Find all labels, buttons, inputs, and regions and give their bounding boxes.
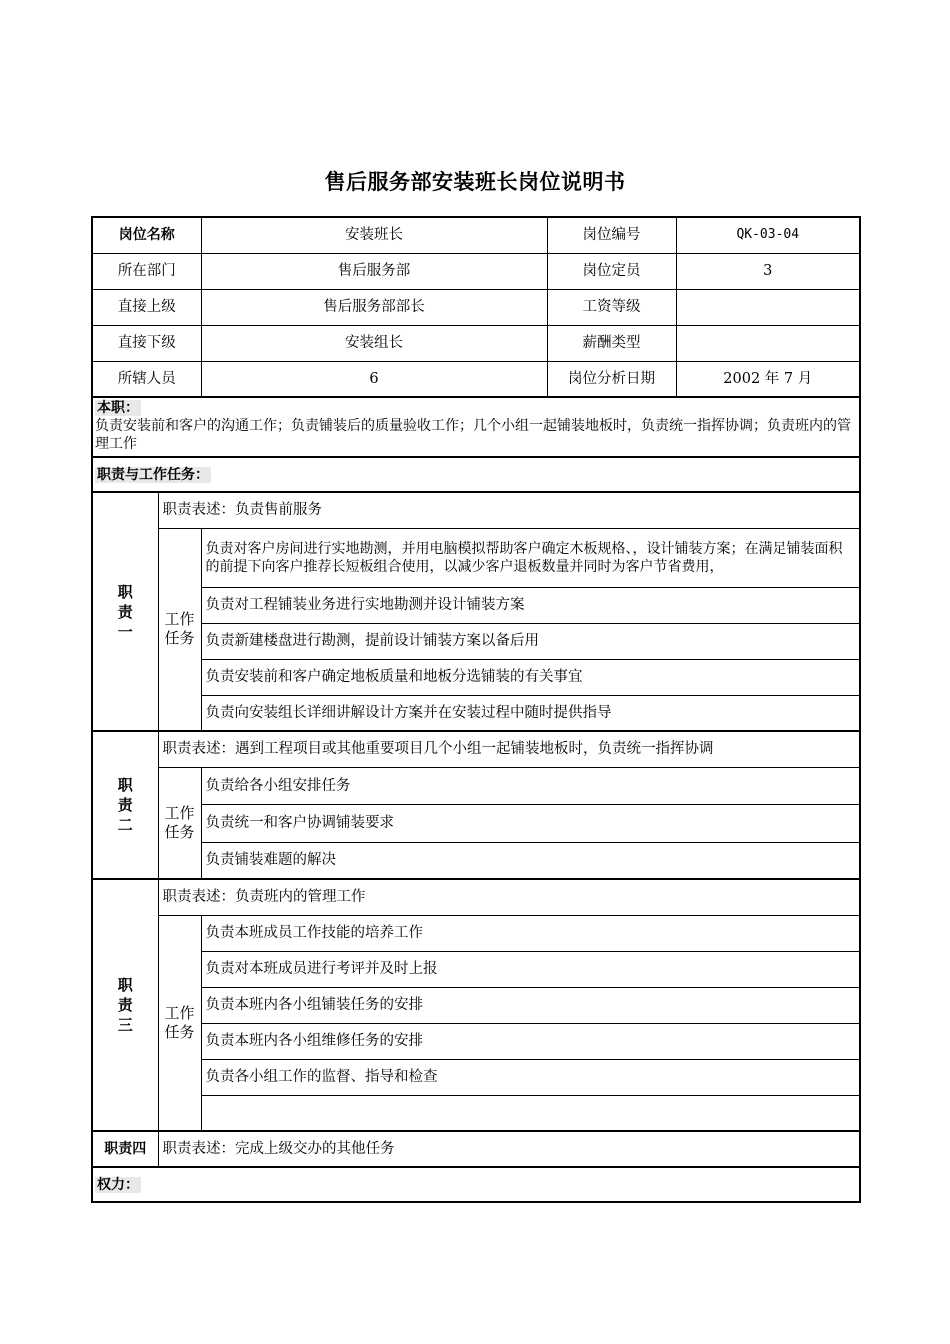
task-row [92, 1059, 860, 1095]
page-title: 售后服务部安装班长岗位说明书 [324, 170, 626, 194]
duty-3-task-label: 工作任务 [158, 915, 201, 1131]
task-row [92, 528, 860, 587]
duty-1-task-4: 负责安装前和客户确定地板质量和地板分选铺装的有关事宜 [201, 659, 860, 695]
duty-statement-row [92, 731, 860, 767]
info-row [92, 253, 860, 289]
duty-statement-row [92, 492, 860, 528]
duty-3-task-1: 负责本班成员工作技能的培养工作 [201, 915, 860, 951]
task-row [92, 623, 860, 659]
responsibilities-header-row [92, 457, 860, 492]
value-headcount: 3 [676, 253, 860, 289]
label-analysis-date: 岗位分析日期 [547, 361, 676, 397]
duty-statement-row [92, 879, 860, 915]
value-analysis-date: 2002 年 7 月 [676, 361, 860, 397]
info-row [92, 217, 860, 253]
duty-3-task-2: 负责对本班成员进行考评并及时上报 [201, 951, 860, 987]
label-superior: 直接上级 [92, 289, 201, 325]
duty-1-statement: 职责表述：负责售前服务 [158, 492, 860, 528]
duty-1-label [92, 492, 158, 731]
duty-2-task-2: 负责统一和客户协调铺装要求 [201, 804, 860, 842]
duty-1-task-2: 负责对工程铺装业务进行实地勘测并设计铺装方案 [201, 587, 860, 623]
task-row [92, 587, 860, 623]
duty-3-task-3: 负责本班内各小组铺装任务的安排 [201, 987, 860, 1023]
info-row [92, 289, 860, 325]
duty-4-name: 职责四 [92, 1131, 158, 1167]
value-staff: 6 [201, 361, 547, 397]
duty-statement-row [92, 1131, 860, 1167]
core-duty-text: 负责安装前和客户的沟通工作；负责铺装后的质量验收工作；几个小组一起铺装地板时，负责统一指挥协调；负责班内的管理工作 [95, 418, 851, 452]
label-salary-grade: 工资等级 [547, 289, 676, 325]
value-pay-type [676, 325, 860, 361]
value-salary-grade [676, 289, 860, 325]
duty-3-name: 职责三 [117, 976, 133, 1034]
info-row [92, 325, 860, 361]
duty-1-task-5: 负责向安装组长详细讲解设计方案并在安装过程中随时提供指导 [201, 695, 860, 731]
value-department: 售后服务部 [201, 253, 547, 289]
responsibilities-header: 职责与工作任务： [97, 466, 209, 483]
duty-2-task-3: 负责铺装难题的解决 [201, 842, 860, 879]
duty-3-task-4: 负责本班内各小组维修任务的安排 [201, 1023, 860, 1059]
task-row [92, 915, 860, 951]
label-subordinate: 直接下级 [92, 325, 201, 361]
task-row [92, 987, 860, 1023]
task-row [92, 1095, 860, 1131]
task-row [92, 695, 860, 731]
duty-2-task-label: 工作任务 [158, 767, 201, 879]
task-row [92, 842, 860, 879]
duty-1-task-3: 负责新建楼盘进行勘测，提前设计铺装方案以备后用 [201, 623, 860, 659]
duty-2-name: 职责二 [117, 776, 133, 834]
authority-label: 权力： [97, 1176, 139, 1193]
label-pay-type: 薪酬类型 [547, 325, 676, 361]
value-position-name: 安装班长 [201, 217, 547, 253]
label-position-name: 岗位名称 [92, 217, 201, 253]
label-department: 所在部门 [92, 253, 201, 289]
label-position-code: 岗位编号 [547, 217, 676, 253]
value-position-code: QK-03-04 [676, 217, 860, 253]
duty-3-task-6 [201, 1095, 860, 1131]
core-duty-label: 本职： [97, 400, 139, 416]
duty-1-name: 职责一 [117, 582, 133, 641]
value-superior: 售后服务部部长 [201, 289, 547, 325]
task-row [92, 951, 860, 987]
duty-1-task-label: 工作任务 [158, 528, 201, 731]
duty-4-statement: 职责表述：完成上级交办的其他任务 [158, 1131, 860, 1167]
duty-2-statement: 职责表述：遇到工程项目或其他重要项目几个小组一起铺装地板时，负责统一指挥协调 [158, 731, 860, 767]
task-row [92, 1023, 860, 1059]
duty-1-task-1: 负责对客户房间进行实地勘测，并用电脑模拟帮助客户确定木板规格、，设计铺装方案；在满足铺装面积的前提下向客户推荐长短板组合使用，以减少客户退板数量并同时为客户节省费用， [201, 528, 860, 587]
task-row [92, 659, 860, 695]
core-duty-row [92, 397, 860, 457]
job-description-table [91, 216, 861, 1203]
duty-3-statement: 职责表述：负责班内的管理工作 [158, 879, 860, 915]
duty-2-label [92, 731, 158, 879]
duty-3-task-5: 负责各小组工作的监督、指导和检查 [201, 1059, 860, 1095]
label-staff: 所辖人员 [92, 361, 201, 397]
task-row [92, 804, 860, 842]
label-headcount: 岗位定员 [547, 253, 676, 289]
value-subordinate: 安装组长 [201, 325, 547, 361]
info-row [92, 361, 860, 397]
task-row [92, 767, 860, 804]
duty-2-task-1: 负责给各小组安排任务 [201, 767, 860, 804]
duty-3-label [92, 879, 158, 1131]
authority-row [92, 1167, 860, 1202]
